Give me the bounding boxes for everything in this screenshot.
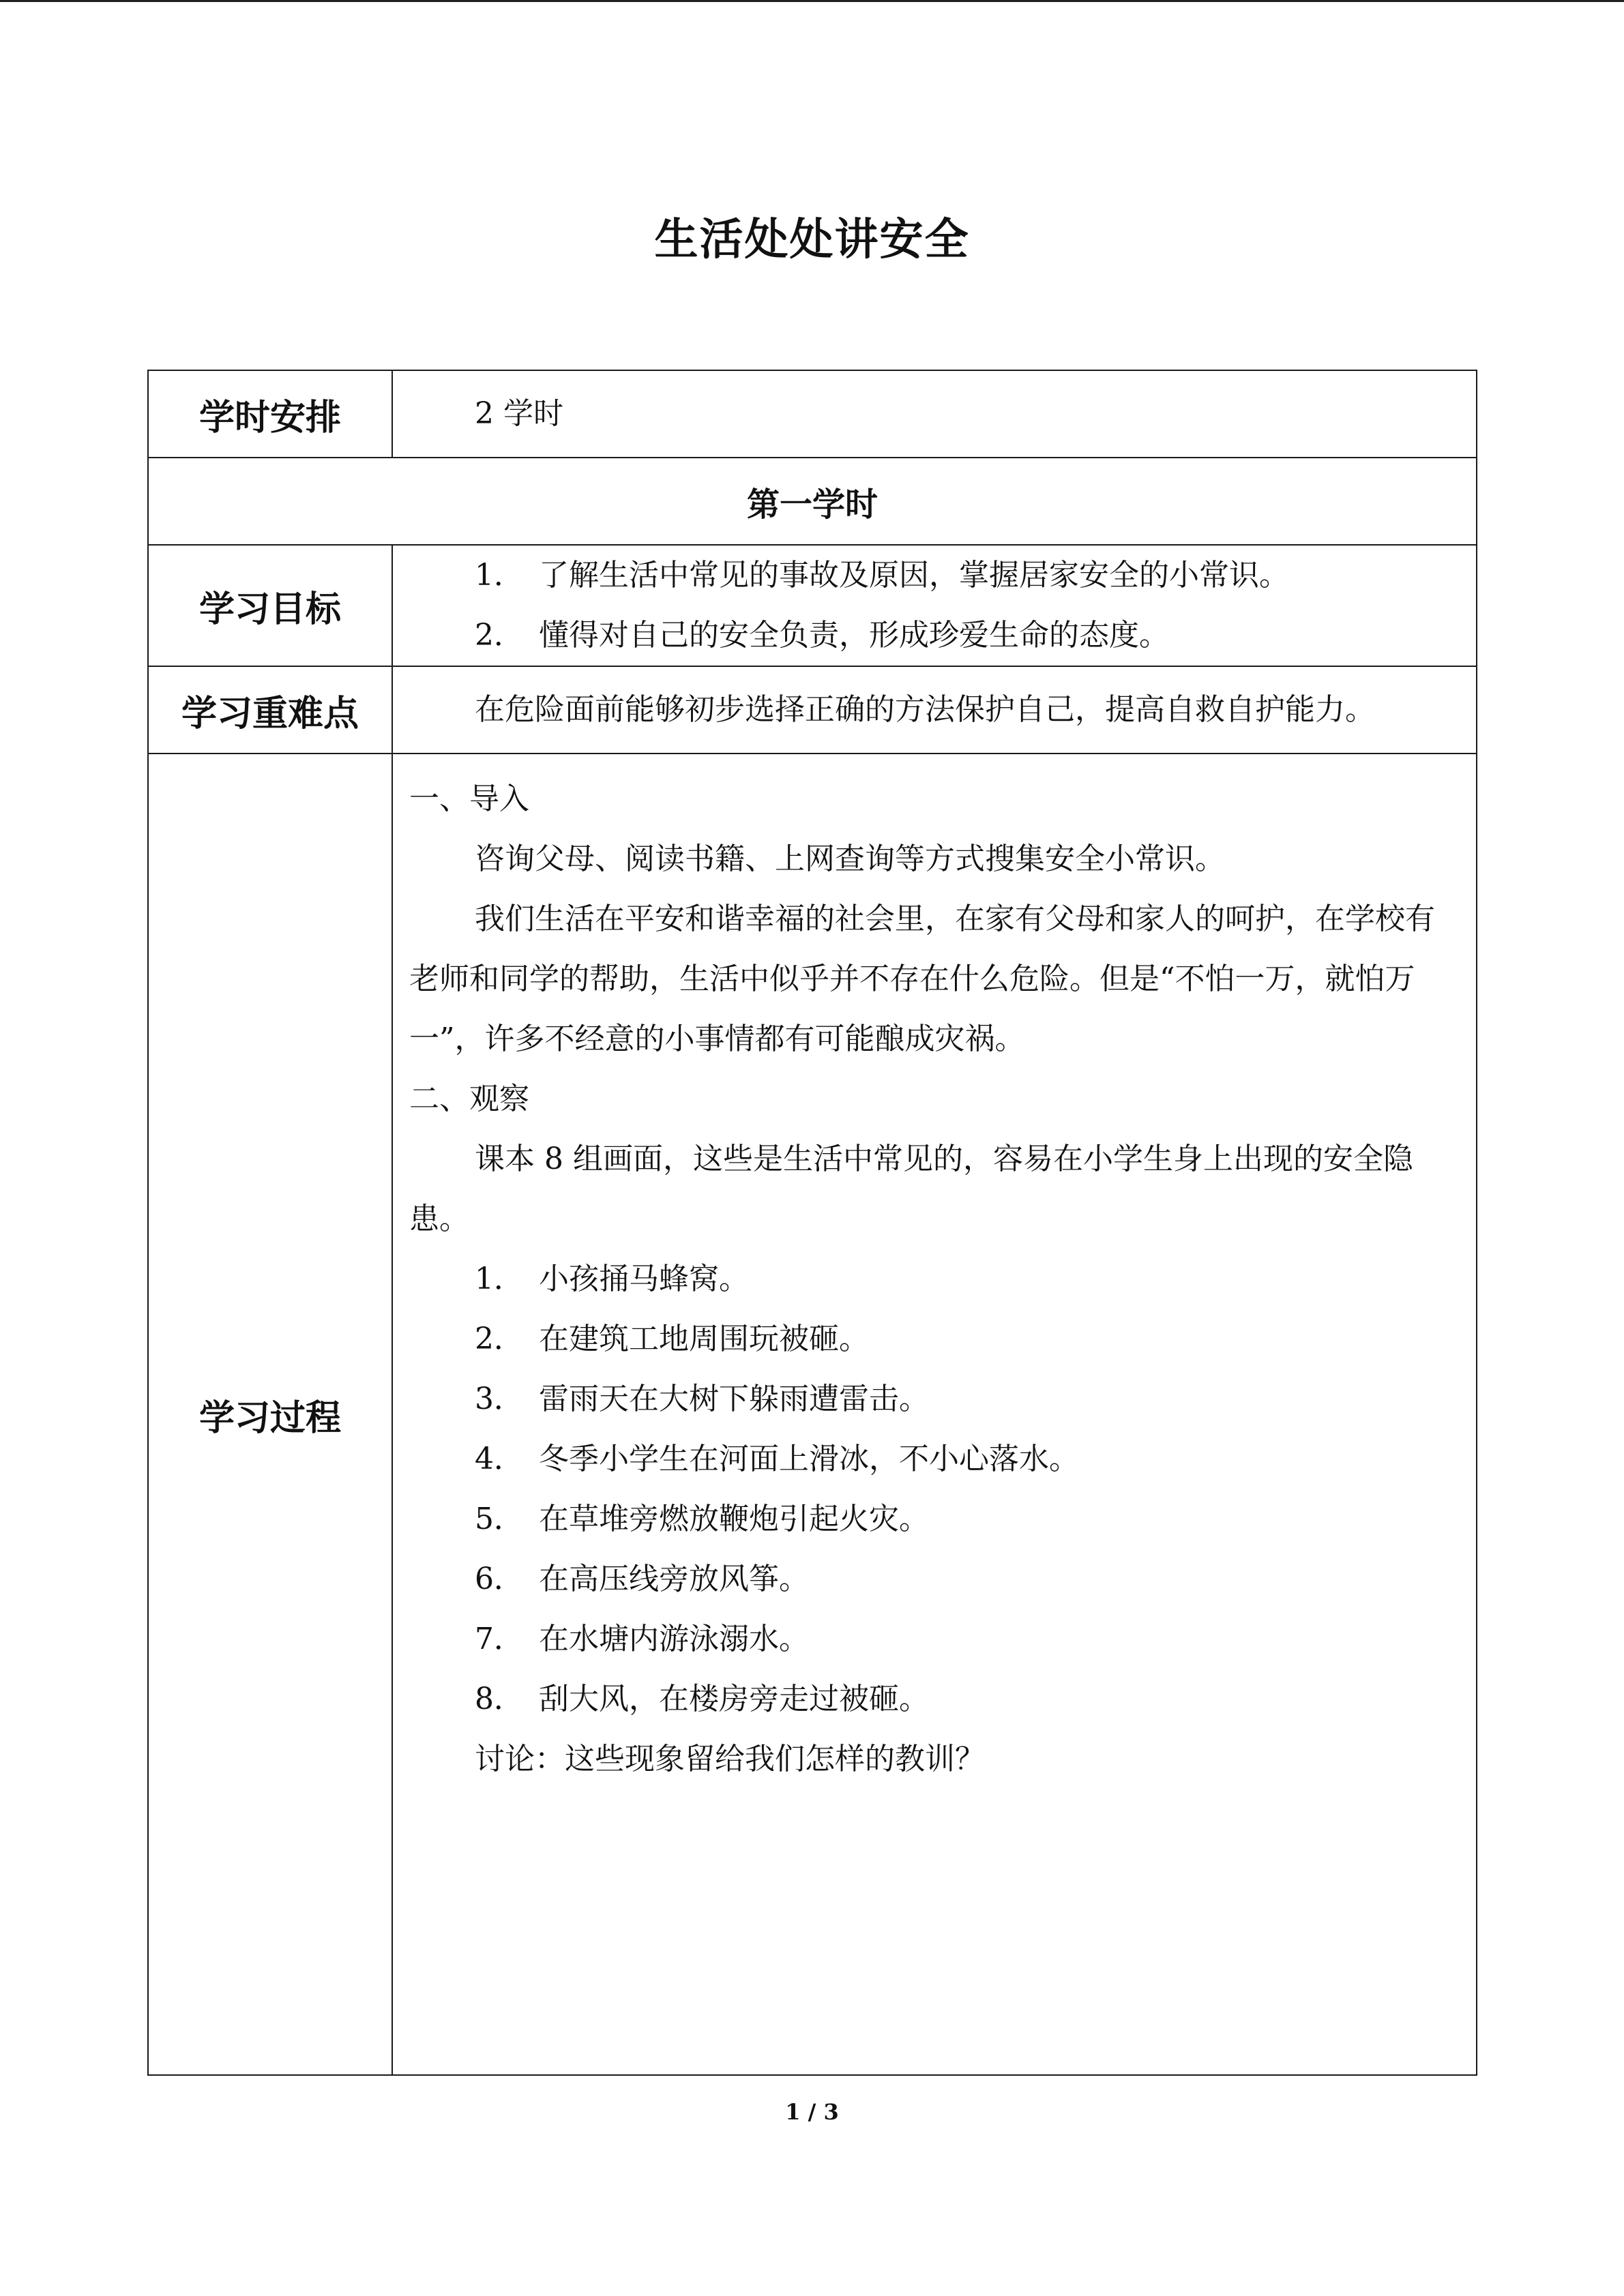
row-process xyxy=(148,754,1477,2075)
discussion-prompt: 讨论：这些现象留给我们怎样的教训？ xyxy=(475,1742,985,1776)
row-objectives xyxy=(148,545,1477,666)
intro-heading: 一、导入 xyxy=(409,781,529,816)
lesson-plan-table xyxy=(147,370,1477,2076)
row-hours xyxy=(148,370,1477,458)
row-section-header xyxy=(148,458,1477,545)
observe-paragraph: 课本 8 组画面，这些是生活中常见的，容易在小学生身上出现的安全隐患。 xyxy=(409,1142,1413,1236)
hours-value-cell xyxy=(392,370,1477,458)
hazard-item: 4． 冬季小学生在河面上滑冰，不小心落水。 xyxy=(475,1442,1079,1476)
key-points-label: 学习重难点 xyxy=(148,666,392,754)
objectives-label: 学习目标 xyxy=(148,545,392,666)
observe-heading: 二、观察 xyxy=(409,1082,529,1116)
top-border-rule xyxy=(0,0,1624,2)
hazard-item: 7． 在水塘内游泳溺水。 xyxy=(475,1622,809,1656)
hazard-item: 1． 小孩捅马蜂窝。 xyxy=(475,1262,749,1296)
section-header: 第一学时 xyxy=(148,458,1477,545)
hazard-item: 5． 在草堆旁燃放鞭炮引起火灾。 xyxy=(475,1502,929,1536)
key-points-cell xyxy=(392,666,1477,754)
objective-item: 1． 了解生活中常见的事故及原因，掌握居家安全的小常识。 xyxy=(475,558,1289,593)
key-points-text: 在危险面前能够初步选择正确的方法保护自己，提高自救自护能力。 xyxy=(475,692,1375,727)
hours-label: 学时安排 xyxy=(148,370,392,458)
hazard-item: 6． 在高压线旁放风筝。 xyxy=(475,1562,809,1596)
hours-value: 2 学时 xyxy=(475,396,563,431)
document-title: 生活处处讲安全 xyxy=(654,215,970,265)
process-cell xyxy=(392,754,1477,2075)
row-key-points xyxy=(148,666,1477,754)
process-label: 学习过程 xyxy=(148,754,392,2075)
hazard-item: 8． 刮大风，在楼房旁走过被砸。 xyxy=(475,1682,929,1716)
hazard-item: 2． 在建筑工地周围玩被砸。 xyxy=(475,1322,869,1356)
objective-item: 2． 懂得对自己的安全负责，形成珍爱生命的态度。 xyxy=(475,618,1169,653)
intro-paragraph: 咨询父母、阅读书籍、上网查询等方式搜集安全小常识。 xyxy=(475,841,1225,876)
intro-paragraph: 我们生活在平安和谐幸福的社会里，在家有父母和家人的呵护，在学校有老师和同学的帮助，生活中似乎并不存在什么危险。但是“不怕一万，就怕万一”，许多不经意的小事情都有可能酿成灾祸。 xyxy=(409,901,1435,1056)
page-number: 1 / 3 xyxy=(785,2099,839,2125)
objectives-cell xyxy=(392,545,1477,666)
hazard-item: 3． 雷雨天在大树下躲雨遭雷击。 xyxy=(475,1382,929,1416)
